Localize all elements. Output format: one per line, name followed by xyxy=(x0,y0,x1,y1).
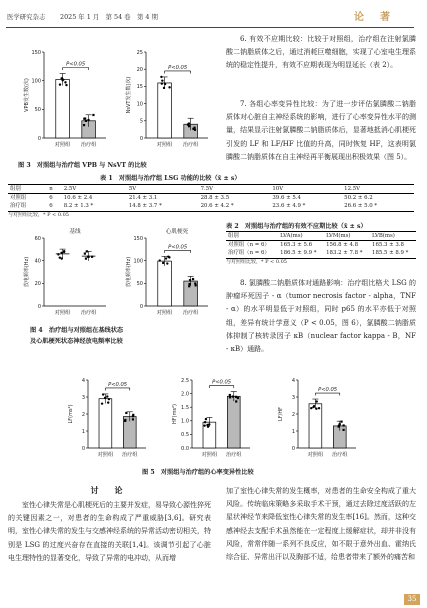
data-point xyxy=(83,124,85,126)
y-tick-label: 15 xyxy=(136,84,143,91)
y-tick-label: 100 xyxy=(31,78,41,85)
figure-5 xyxy=(60,366,380,464)
data-point xyxy=(159,259,161,261)
chart-title: 心肌梗死 xyxy=(165,229,189,235)
y-axis-label: 放电频率(Hz) xyxy=(126,256,132,288)
table-cell: 20.6 ± 4.2 * xyxy=(199,202,271,211)
data-point xyxy=(165,257,167,259)
data-point xyxy=(84,117,86,119)
table-header-cell: 组别 xyxy=(226,232,278,241)
chart-title: 基线 xyxy=(69,229,81,235)
significance-label: P<0.05 xyxy=(66,61,86,68)
x-tick-label: 治疗组 xyxy=(182,142,199,148)
chart-panel xyxy=(278,378,356,458)
x-tick-label: 治疗组 xyxy=(182,310,199,316)
data-point xyxy=(168,86,170,88)
data-point xyxy=(132,415,134,417)
page-number: 35 xyxy=(404,594,420,605)
y-tick-label: 100 xyxy=(133,258,143,265)
x-tick-label: 对照组 xyxy=(156,310,173,316)
data-point xyxy=(63,251,65,253)
table-header-cell: 5V xyxy=(127,185,199,194)
data-point xyxy=(85,120,87,122)
data-point xyxy=(343,424,345,426)
bar xyxy=(227,396,240,448)
table-cell: 186.5 ± 9.9 * xyxy=(278,249,324,258)
header-rule xyxy=(6,27,414,28)
y-tick-label: 2.5 xyxy=(181,377,189,384)
data-point xyxy=(204,421,206,423)
table-cell: 23.6 ± 4.9 * xyxy=(270,202,342,211)
data-point xyxy=(124,420,126,422)
data-point xyxy=(340,421,342,423)
y-axis-label: VPB发生数(次) xyxy=(24,78,30,112)
data-point xyxy=(60,252,62,254)
discussion-right-text: 加了室性心律失常的发生概率，对患者的生命安全构成了重大风险。传统临床策略多采取手术干预，通过去除过度活跃的左星状神经节来降低室性心律失常的发生率[16]。然而，这种交感神经去支配手术虽然能在一定程度上缓解症状，却并非没有风险，常常伴随一系列不良反应，如不限于意外出血、霍纳氏综合征、异常出汗以及胸部不适，给患者带来了额外的痛苦和 xyxy=(226,487,416,562)
y-tick-label: 0 xyxy=(291,445,295,452)
figure-5-caption: 图 5 对照组与治疗组的心率变异性比较 xyxy=(142,469,254,476)
data-point xyxy=(167,255,169,257)
data-point xyxy=(232,395,234,397)
table-1-note: 与对照组比较，* P < 0.05 xyxy=(8,212,69,218)
data-point xyxy=(339,423,341,425)
table-cell: 对照组（n = 6） xyxy=(228,242,270,249)
data-point xyxy=(316,400,318,402)
data-point xyxy=(91,256,93,258)
data-point xyxy=(57,253,59,255)
y-axis-label: NsVT发生数(次) xyxy=(126,76,132,114)
table-header-cell: 10V xyxy=(270,185,342,194)
significance-label: P<0.05 xyxy=(168,244,188,251)
bar xyxy=(309,404,322,448)
y-tick-label: 150 xyxy=(31,49,41,56)
y-tick-label: 150 xyxy=(133,235,143,242)
y-tick-label: 25 xyxy=(136,49,143,56)
data-point xyxy=(161,82,163,84)
table-header-cell: LVB(ms) xyxy=(370,232,416,241)
section-logo: 论 著 xyxy=(354,12,393,23)
data-point xyxy=(188,283,190,285)
data-point xyxy=(193,127,195,129)
data-point xyxy=(163,87,165,89)
x-tick-label: 对照组 xyxy=(54,310,71,316)
table-cell: 8.2 ± 1.3 * xyxy=(62,202,127,211)
x-tick-label: 治疗组 xyxy=(225,452,242,458)
table-cell: 治疗组（n = 6） xyxy=(226,249,278,258)
table-header-cell: n xyxy=(47,185,62,194)
data-point xyxy=(102,393,104,395)
y-tick-label: 0.5 xyxy=(181,432,189,439)
data-point xyxy=(203,424,205,426)
data-point xyxy=(108,398,110,400)
y-tick-label: 40 xyxy=(34,258,41,265)
table-cell: 50.2 ± 6.2 xyxy=(344,195,373,202)
x-tick-label: 对照组 xyxy=(307,452,324,458)
data-point xyxy=(87,119,89,121)
table-header-cell: 12.5V xyxy=(342,185,414,194)
y-tick-label: 50 xyxy=(34,107,41,114)
data-point xyxy=(65,84,67,86)
chart-panel xyxy=(68,378,146,458)
y-tick-label: 10 xyxy=(136,101,143,108)
y-tick-label: 0 xyxy=(81,445,85,452)
table-cell: 14.8 ± 3.7 * xyxy=(127,202,199,211)
y-tick-label: 1.0 xyxy=(181,418,189,425)
table-cell: 185.5 ± 8.9 * xyxy=(370,249,416,258)
data-point xyxy=(192,278,194,280)
figure-4-caption-line-2: 及心肌梗死状态神经放电频率比较 xyxy=(30,338,123,345)
data-point xyxy=(229,396,231,398)
data-point xyxy=(107,401,109,403)
table-cell: 156.8 ± 4.8 xyxy=(326,242,359,249)
data-point xyxy=(160,76,162,78)
y-tick-label: 0 xyxy=(139,135,143,142)
data-point xyxy=(318,407,320,409)
chart-panel xyxy=(125,50,208,148)
data-point xyxy=(86,250,88,252)
table-cell: 26.6 ± 5.0 * xyxy=(342,202,414,211)
table-cell: 183.2 ± 7.8 * xyxy=(324,249,370,258)
table-cell: 28.8 ± 3.5 xyxy=(200,195,230,202)
data-point xyxy=(161,79,163,81)
y-tick-label: 20 xyxy=(34,281,41,288)
significance-label: P<0.05 xyxy=(168,64,188,71)
table-2 xyxy=(226,231,416,259)
data-point xyxy=(205,418,207,420)
data-point xyxy=(194,129,196,131)
y-tick-label: 1 xyxy=(291,428,295,435)
table-row xyxy=(8,194,414,203)
y-tick-label: 0 xyxy=(37,303,41,310)
table-header-cell: 组别 xyxy=(8,185,47,194)
table-cell: 165.3 ± 5.6 xyxy=(280,242,313,249)
discussion-heading: 讨 论 xyxy=(90,485,127,495)
y-tick-label: 0.0 xyxy=(181,445,189,452)
significance-label: P<0.05 xyxy=(108,381,128,388)
table-1-caption: 表 1 对照组与治疗组 LSG 功能的比较（x̄ ± s） xyxy=(100,175,241,182)
y-tick-label: 0 xyxy=(37,135,41,142)
table-header-cell: 2.5V xyxy=(62,185,127,194)
paragraph-7: 7. 各组心率变异性比较：为了进一步评估氯膦酸二钠脂质体对心脏自主神经系统的影响，进行了心率变异性水平的测量，结果显示注射氯膦酸二钠脂质体后，显著地抵消心肌梗死引发的 LF 和 LF/HF 比值的升高，同时恢复 HF，这表明氯膦酸二钠脂质体在自主神经再平衡展现出积极效果（图 5）。 xyxy=(226,100,416,161)
x-tick-label: 对照组 xyxy=(156,142,173,148)
figure-4-caption-line-1: 图 4 治疗组与对照组在基线状态 xyxy=(30,327,124,334)
y-tick-label: 5 xyxy=(139,118,143,125)
x-tick-label: 对照组 xyxy=(54,142,71,148)
data-point xyxy=(206,424,208,426)
significance-label: P<0.05 xyxy=(318,387,338,394)
x-tick-label: 治疗组 xyxy=(80,310,97,316)
chart-panel xyxy=(172,378,250,458)
table-cell: 6 xyxy=(49,195,53,202)
x-tick-label: 治疗组 xyxy=(80,142,97,148)
data-point xyxy=(87,256,89,258)
data-point xyxy=(85,258,87,260)
data-point xyxy=(92,114,94,116)
table-cell: 治疗组 xyxy=(8,202,47,211)
bar xyxy=(56,80,70,138)
data-point xyxy=(229,394,231,396)
data-point xyxy=(342,429,344,431)
table-cell: 6 xyxy=(47,202,62,211)
y-tick-label: 3 xyxy=(81,394,85,401)
table-row xyxy=(8,202,414,211)
data-point xyxy=(59,83,61,85)
table-cell: 21.4 ± 3.1 xyxy=(128,195,158,202)
y-tick-label: 2 xyxy=(291,411,295,418)
discussion-left-text: 室性心律失常是心肌梗死后的主要并发症，易导致心源性猝死的关键因素之一，对患者的生命构成了严重威胁[3,6]。研究表明，室性心律失常的发生与交感神经系统的异常活动密切相关，特别是 LSG 的过度兴奋存在直接的关联[1,4]。该调节引起了心脏电生理特性的显著变化，导致了异常的电冲动，从而增 xyxy=(8,501,211,562)
chart-panel xyxy=(125,227,208,316)
y-tick-label: 20 xyxy=(136,67,143,73)
paragraph-6: 6. 有效不应期比较：比较于对照组，治疗组在注射氯膦酸二钠脂质体之后，通过消耗巨噬细胞，实现了心室电生理系统的稳定性提升，有效不应期表现为明显延长（表 2）。 xyxy=(226,35,416,70)
table-header-row xyxy=(8,185,414,194)
table-cell: 10.6 ± 2.4 xyxy=(63,195,93,202)
data-point xyxy=(64,81,66,83)
y-tick-label: 4 xyxy=(291,377,295,384)
data-point xyxy=(132,418,134,420)
data-point xyxy=(101,402,103,404)
figure-3 xyxy=(6,34,218,160)
data-point xyxy=(164,83,166,85)
y-tick-label: 2.0 xyxy=(181,391,189,398)
table-cell: 165.3 ± 3.8 xyxy=(372,242,404,249)
y-tick-label: 0 xyxy=(139,303,143,310)
data-point xyxy=(166,262,168,264)
y-axis-label: HF(ms²) xyxy=(172,403,178,425)
data-point xyxy=(189,279,191,281)
table-2-note: 与对照组比较，* P < 0.05 xyxy=(226,259,287,265)
table-row xyxy=(226,241,416,250)
table-cell: 39.6 ± 5.4 xyxy=(272,195,301,202)
data-point xyxy=(195,284,197,286)
data-point xyxy=(60,77,62,79)
x-tick-label: 对照组 xyxy=(97,452,114,458)
y-tick-label: 1.5 xyxy=(181,405,189,411)
table-header-cell: 7.5V xyxy=(199,185,271,194)
issue-info: 2025 年 1 月 第 54 卷 第 4 期 xyxy=(60,13,158,21)
y-tick-label: 2 xyxy=(81,411,85,418)
significance-label: P<0.05 xyxy=(212,379,232,386)
data-point xyxy=(312,406,314,408)
y-axis-label: 放电频率(Hz) xyxy=(24,256,30,288)
data-point xyxy=(106,395,108,397)
data-point xyxy=(125,412,127,414)
data-point xyxy=(237,397,239,399)
data-point xyxy=(162,262,164,264)
x-tick-label: 对照组 xyxy=(201,452,218,458)
y-tick-label: 4 xyxy=(81,377,85,384)
table-header-row xyxy=(226,232,416,241)
bar xyxy=(158,261,172,306)
table-2-caption: 表 2 对照组与治疗组的有效不应期比较（x̄ ± s） xyxy=(226,223,367,230)
data-point xyxy=(235,400,237,402)
table-row xyxy=(226,249,416,258)
journal-name: 医学研究杂志 xyxy=(7,13,46,21)
data-point xyxy=(187,124,189,126)
bar xyxy=(99,399,112,448)
table-header-cell: LVA(ms) xyxy=(278,232,324,241)
paragraph-8: 8. 氯膦酸二钠脂质体对通路影响：治疗组比格犬 LSG 的肿瘤坏死因子 - α（tumor necrosis factor - alpha，TNF - α）的水平明显低于对照组，同时 p65 的水平亦低于对照组，差异有统计学意义（P < 0.05，图 6），氯膦酸二钠脂质体抑制了核转录因子 κB（nuclear factor kappa - B，NF - κB）通路。 xyxy=(226,279,416,354)
chart-panel xyxy=(23,50,106,148)
data-point xyxy=(315,408,317,410)
y-axis-label: LF/HF xyxy=(278,407,284,421)
table-1 xyxy=(8,184,414,212)
y-tick-label: 60 xyxy=(34,235,41,242)
data-point xyxy=(188,285,190,287)
y-axis-label: LF(ms²) xyxy=(68,404,74,424)
chart-panel xyxy=(23,227,106,316)
y-tick-label: 1 xyxy=(81,428,85,435)
x-tick-label: 治疗组 xyxy=(121,452,138,458)
figure-4 xyxy=(6,224,218,326)
table-cell: 对照组 xyxy=(10,195,27,202)
data-point xyxy=(84,252,86,254)
data-point xyxy=(310,407,312,409)
x-tick-label: 治疗组 xyxy=(331,452,348,458)
figure-3-caption: 图 3 对照组与治疗组 VPB 与 NsVT 的比较 xyxy=(18,162,147,169)
table-header-cell: LVM(ms) xyxy=(324,232,370,241)
bar xyxy=(158,83,172,138)
y-tick-label: 50 xyxy=(136,281,143,288)
data-point xyxy=(104,397,106,399)
y-tick-label: 3 xyxy=(291,394,295,401)
data-point xyxy=(61,257,63,259)
